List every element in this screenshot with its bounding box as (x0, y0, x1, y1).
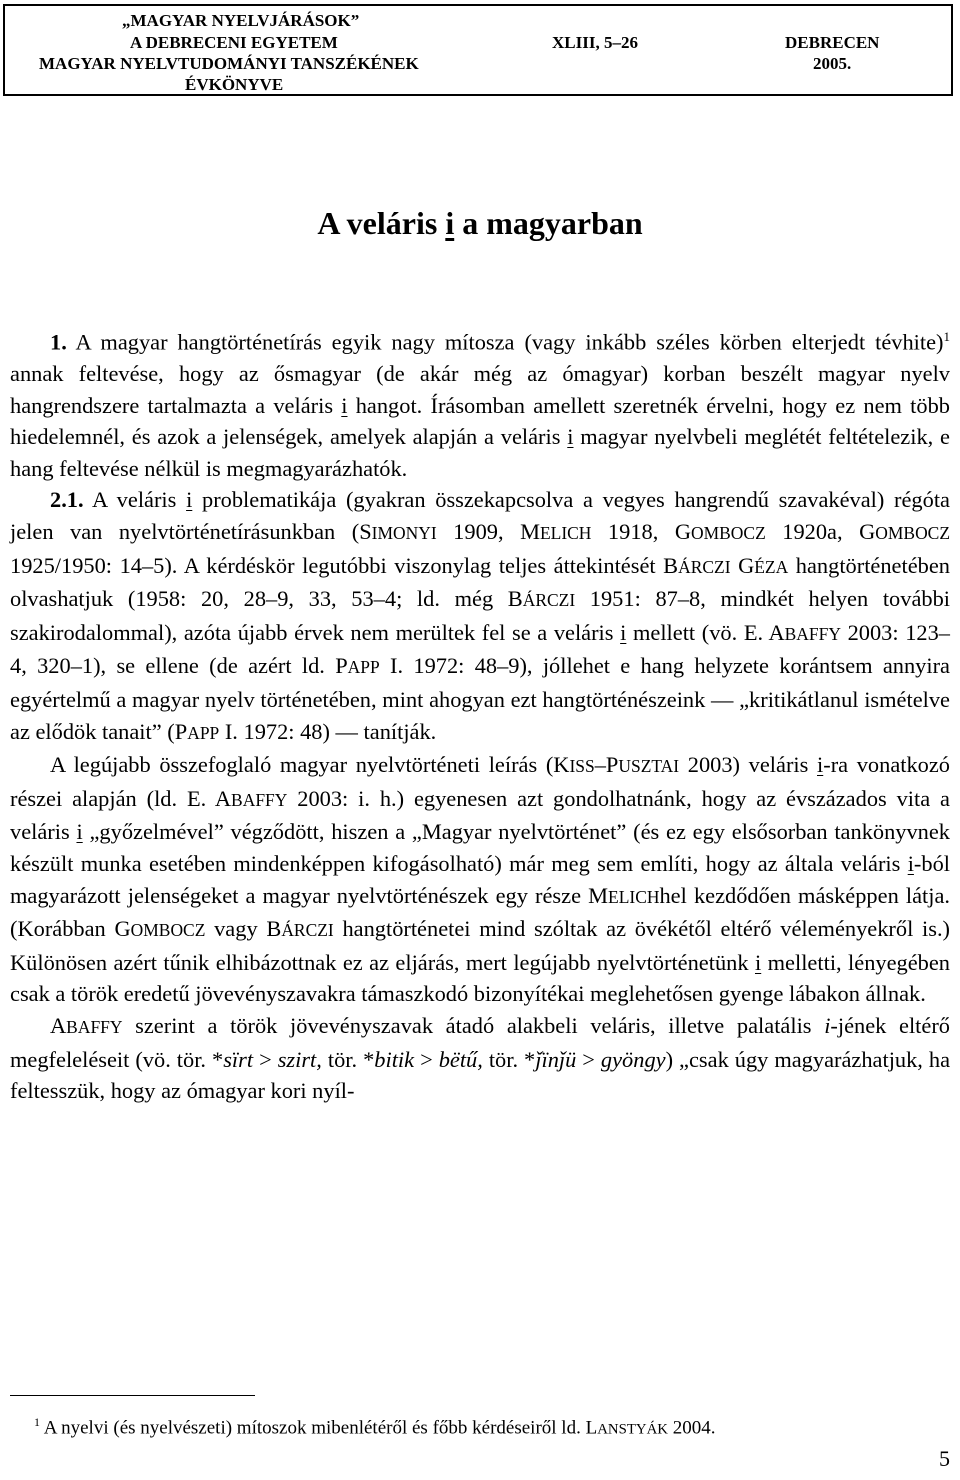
author-smallcaps: OMBOCZ (130, 920, 206, 941)
paragraph-3 (10, 749, 950, 1010)
text-run: -ból magyarázott jelenségeket a magyar nyelvtörténészek egy része M (10, 850, 950, 908)
text-run: melletti, lényegében csak a török eredetű jövevényszavakra támaszkodó bizonyítékai meglehetősen gyenge lábakon állnak. (10, 949, 951, 1007)
text-run: annak feltevése, hogy az ősmagyar (de akár még az ómagyar) korban beszélt magyar nyelv hangrendszere tartalmazta a veláris (10, 361, 950, 418)
velar-i-symbol: i (620, 619, 627, 645)
text-run: problematikája (gyakran összekapcsolva a vegyes hangrendű szavakéval) régóta jelen van nyelvtörténetírásunkban (S (10, 487, 950, 545)
year: 2005. (813, 54, 852, 73)
author-smallcaps: ELICH (608, 886, 660, 907)
text-run: magyar nyelvbeli meglétét feltételezik, e hang feltevése nélkül is megmagyarázhatók. (10, 424, 950, 481)
text-run: ) „csak úgy magyarázhatjuk, ha feltesszük, hogy az ómagyar kori nyíl- (10, 1046, 951, 1104)
article-title (0, 203, 960, 243)
volume-pages: XLIII, 5–26 (552, 33, 638, 52)
text-run: > (414, 1046, 439, 1072)
section-number: 2.1. (50, 487, 84, 513)
publisher-line-2: MAGYAR NYELVTUDOMÁNYI TANSZÉKÉNEK (39, 54, 419, 73)
author-smallcaps: ISS (569, 756, 595, 777)
footnote-mark: 1 (34, 1415, 40, 1429)
author-smallcaps: OMBOCZ (875, 523, 951, 544)
text-run: tör. * (482, 1046, 536, 1072)
publisher-line-3: ÉVKÖNYVE (185, 75, 284, 94)
text-run: vagy B (205, 916, 282, 942)
city: DEBRECEN (785, 33, 880, 52)
italic-term: i (824, 1012, 831, 1038)
footnote-ref[interactable]: 1 (943, 329, 950, 344)
velar-i-symbol: i (567, 424, 574, 450)
publisher-line-1: A DEBRECENI EGYETEM (130, 33, 338, 52)
italic-term: bitik (374, 1046, 415, 1072)
text-run: „győzelmével” végződött, hiszen a „Magyar nyelvtörténet” (és ez egy elsősorban tankönyvnek készült munka esetében mindenképpen kifogásolható) már meg sem említi, hogy az általa veláris (10, 819, 950, 876)
text-run: 2003: 123–4, 320–1), se ellene (de azért ld. P (10, 619, 950, 679)
text-run: mellett (vö. E. A (626, 619, 785, 645)
text-run: -ra vonatkozó részei alapján (ld. E. A (10, 752, 951, 811)
text-run: tör. * (321, 1046, 375, 1072)
author-smallcaps: ÉZA (754, 556, 789, 577)
text-run: > (253, 1046, 278, 1072)
text-run: I. 1972: 48) — tanítják. (219, 718, 437, 744)
author-smallcaps: IMONYI (371, 523, 437, 544)
journal-header (3, 4, 953, 96)
text-run: A legújabb összefoglaló magyar nyelvtörténeti leírás (K (50, 752, 570, 778)
author-smallcaps: ANSTYÁK (597, 1421, 668, 1438)
text-run: A magyar hangtörténetírás egyik nagy mítosza (vagy inkább széles körben elterjedt tévhite) (66, 329, 944, 355)
velar-i-symbol: i (186, 487, 193, 513)
velar-i-symbol: i (341, 392, 348, 418)
velar-i-symbol: i (754, 949, 762, 975)
text-run: hangot. Írásomban amellett szeretnék érvelni, hogy ez nem több hiedelemnél, és azok a jelenségek, amelyek alapján a veláris (10, 392, 950, 450)
author-smallcaps: ÁRCZI (678, 556, 731, 577)
text-run: 1909, M (436, 519, 540, 545)
italic-term: szirt, (277, 1046, 322, 1072)
text-run: hel kezdődően másképpen látja. (Korábban G (10, 882, 951, 942)
text-run: hangtörténetében olvashatjuk (1958: 20, 28–9, 33, 53–4; ld. még B (10, 552, 950, 612)
author-smallcaps: APP (347, 657, 380, 678)
footnote (34, 1410, 715, 1441)
title-text-start: A veláris (317, 205, 446, 241)
author-smallcaps: ÁRCZI (522, 590, 576, 611)
series-title: „MAGYAR NYELVJÁRÁSOK” (122, 11, 360, 30)
author-smallcaps: APP (187, 722, 220, 743)
footnote-text: A nyelvi (és nyelvészeti) mítoszok mibenlétéről és főbb kérdéseiről ld. L (40, 1417, 598, 1439)
page-number: 5 (939, 1446, 950, 1471)
author-smallcaps: ÁRCZI (281, 920, 334, 941)
text-run: I. 1972: 48–9), jóllehet e hang helyzete korántsem annyira egyértelmű a magyar nyelv történetében, mint ahogyan ezt hangtörténészeink — „kritikátlanul ismételve az elődök tanait” (P (10, 653, 950, 744)
footnote-divider (10, 1395, 255, 1396)
velar-i-symbol: i (817, 752, 824, 778)
footnote-text-end: 2004. (667, 1417, 716, 1439)
text-run: 2003: i. h.) egyenesen azt gondolhatnánk, hogy az évszázados vita a veláris (10, 785, 950, 845)
text-run: > (576, 1046, 601, 1072)
velar-i-symbol: i (907, 850, 914, 876)
velar-i-symbol: i (445, 205, 455, 241)
paragraph-2 (10, 484, 950, 749)
italic-term: ǰïnǰü (535, 1046, 577, 1072)
author-smallcaps: OMBOCZ (691, 523, 766, 544)
author-smallcaps: BAFFY (66, 1016, 123, 1037)
author-smallcaps: BAFFY (784, 623, 841, 644)
text-run: -jének eltérő megfeleléseit (vö. tör. * (10, 1012, 950, 1072)
text-run: 1925/1950: 14–5). A kérdéskör legutóbbi viszonylag teljes áttekintését B (10, 552, 679, 578)
text-run: –P (594, 752, 619, 778)
author-smallcaps: BAFFY (231, 789, 288, 810)
text-run: 1918, G (591, 519, 691, 545)
text-run: A veláris (83, 487, 187, 513)
section-number: 1. (50, 329, 67, 355)
author-smallcaps: ELICH (539, 523, 592, 544)
text-run: 2003) veláris (679, 752, 817, 778)
text-run: 1951: 87–8, mindkét helyen további szakirodalommal), azóta újabb érvek nem merültek fel se a veláris (10, 586, 950, 645)
text-run: 1920a, G (765, 519, 876, 545)
article-body (10, 321, 950, 1107)
text-run: A (50, 1012, 67, 1038)
paragraph-4 (10, 1010, 950, 1107)
italic-term: sïrt (223, 1046, 254, 1072)
text-run: G (730, 552, 755, 578)
author-smallcaps: USZTAI (618, 756, 680, 777)
italic-term: bëtű, (438, 1046, 483, 1072)
text-run: szerint a török jövevényszavak átadó alakbeli veláris, illetve palatális (122, 1012, 825, 1038)
italic-term: gyöngy (600, 1046, 666, 1072)
paragraph-1 (10, 321, 950, 484)
title-text-end: a magyarban (454, 205, 643, 241)
text-run: hangtörténetei mind szóltak az övékétől eltérő véleményekről is.) Különösen azért tűnik elhibázottnak ez az eljárás, mert legújabb nyelvtörténetünk (10, 916, 951, 975)
velar-i-symbol: i (76, 819, 83, 845)
